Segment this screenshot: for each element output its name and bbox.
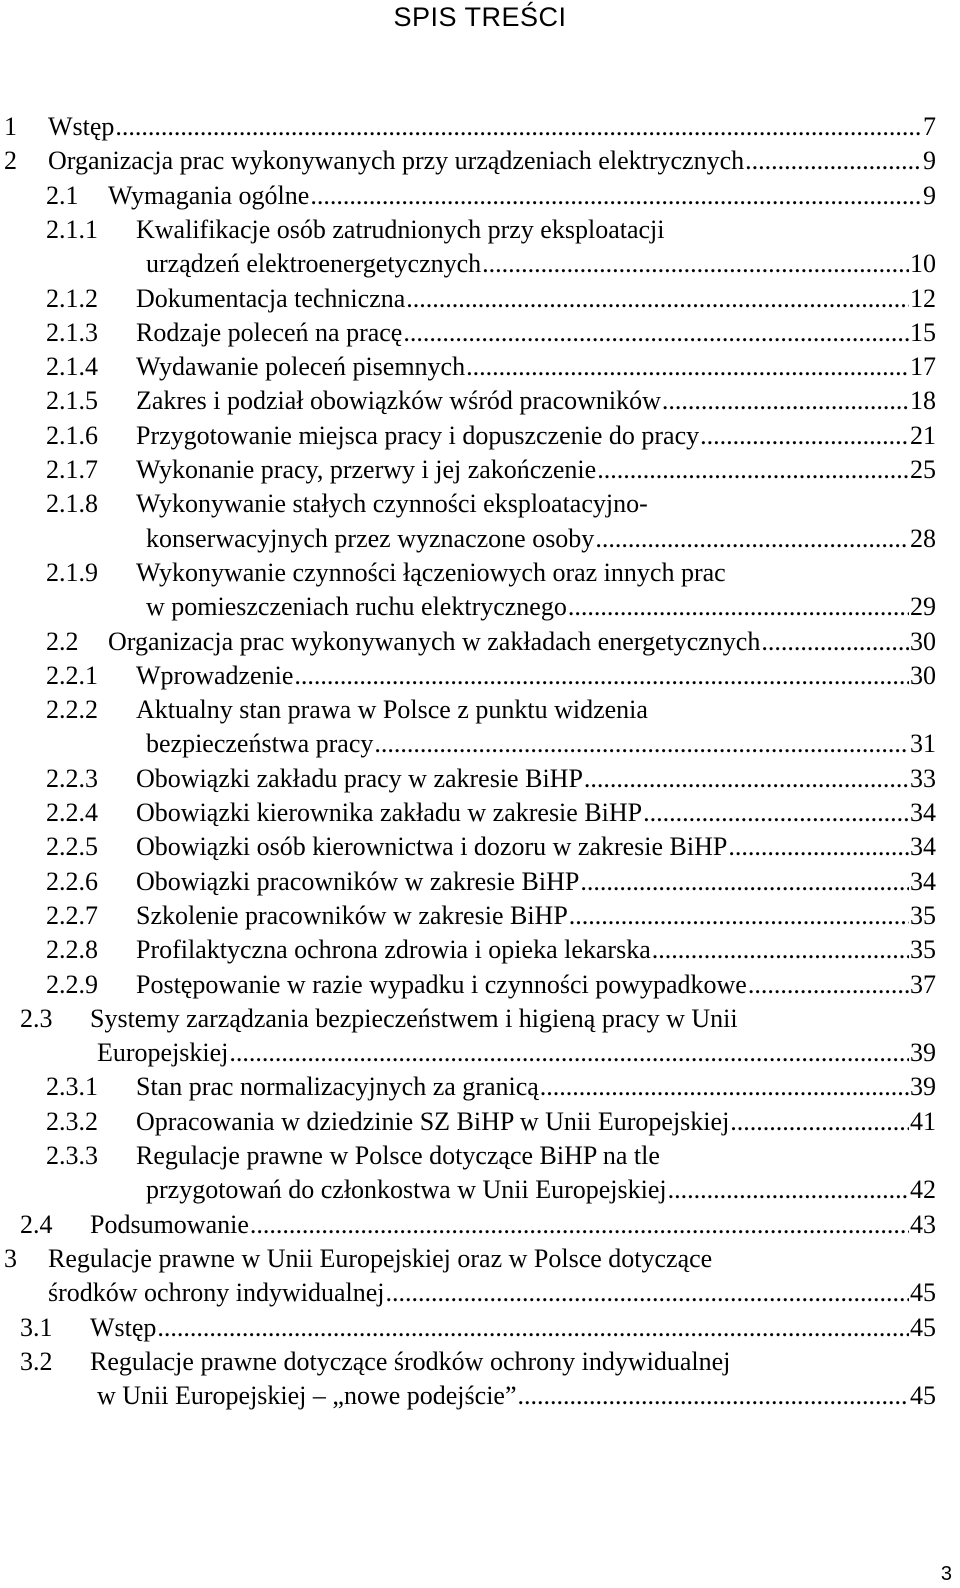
dot-leader bbox=[294, 661, 909, 691]
toc-entry-title: Wstęp bbox=[90, 1312, 157, 1342]
dot-leader bbox=[403, 318, 909, 348]
toc-entry-number: 2.1.7 bbox=[46, 455, 98, 484]
dot-leader bbox=[229, 1038, 909, 1068]
toc-entry-number: 2.2.9 bbox=[46, 969, 98, 999]
toc-entry[interactable] bbox=[0, 146, 960, 180]
toc-entry[interactable] bbox=[0, 661, 960, 695]
toc-entry-number: 2.1.4 bbox=[46, 352, 98, 382]
toc-entry[interactable] bbox=[0, 455, 960, 489]
toc-entry-page: 34 bbox=[910, 866, 936, 896]
dot-leader bbox=[662, 386, 909, 416]
toc-entry[interactable] bbox=[0, 489, 960, 558]
toc-entry-title: przygotowań do członkostwa w Unii Europejskiej bbox=[146, 1175, 667, 1205]
toc-entry[interactable] bbox=[0, 386, 960, 420]
toc-entry-number: 2.3.3 bbox=[46, 1141, 98, 1170]
toc-entry-number: 3 bbox=[4, 1243, 17, 1273]
toc-entry-title: w pomieszczeniach ruchu elektrycznego bbox=[146, 592, 567, 622]
toc-entry-title: Kwalifikacje osób zatrudnionych przy eksploatacji bbox=[136, 214, 665, 244]
toc-entry-page: 30 bbox=[910, 660, 936, 690]
toc-entry-number: 2.2.1 bbox=[46, 660, 98, 690]
toc-entry[interactable] bbox=[0, 284, 960, 318]
toc-entry-page: 9 bbox=[923, 180, 936, 210]
dot-leader bbox=[597, 455, 909, 485]
toc-entry[interactable] bbox=[0, 764, 960, 798]
dot-leader bbox=[466, 352, 909, 382]
toc-entry-page: 25 bbox=[910, 455, 936, 484]
dot-leader bbox=[728, 832, 909, 862]
toc-entry-number: 2.1.8 bbox=[46, 489, 98, 519]
toc-entry[interactable] bbox=[0, 1072, 960, 1106]
toc-entry-title: Stan prac normalizacyjnych za granicą bbox=[136, 1072, 539, 1102]
toc-entry-number: 2.2 bbox=[46, 626, 79, 656]
toc-entry-number: 2.2.4 bbox=[46, 798, 98, 827]
toc-entry[interactable] bbox=[0, 215, 960, 284]
toc-entry-page: 17 bbox=[910, 352, 936, 382]
toc-entry-title: Opracowania w dziedzinie SZ BiHP w Unii Europejskiej bbox=[136, 1106, 730, 1136]
toc-entry-page: 45 bbox=[910, 1312, 936, 1342]
toc-entry[interactable] bbox=[0, 558, 960, 627]
toc-entry-title: Podsumowanie bbox=[90, 1209, 249, 1239]
toc-entry[interactable] bbox=[0, 421, 960, 455]
toc-entry-page: 45 bbox=[910, 1278, 936, 1308]
dot-leader bbox=[406, 284, 909, 314]
toc-entry-number: 2.1.2 bbox=[46, 283, 98, 313]
toc-entry-title: Wydawanie poleceń pisemnych bbox=[136, 352, 466, 382]
dot-leader bbox=[652, 935, 909, 965]
dot-leader bbox=[386, 1278, 909, 1308]
toc-entry-page: 33 bbox=[910, 763, 936, 793]
toc-entry-title: konserwacyjnych przez wyznaczone osoby bbox=[146, 523, 595, 553]
toc-entry-number: 2.1.9 bbox=[46, 557, 98, 587]
toc-entry-title: Szkolenie pracowników w zakresie BiHP bbox=[136, 900, 568, 930]
toc-entry-page: 30 bbox=[910, 626, 936, 656]
toc-entry-title: Przygotowanie miejsca pracy i dopuszczenie do pracy bbox=[136, 420, 700, 450]
dot-leader bbox=[748, 970, 909, 1000]
toc-entry-title: Regulacje prawne dotyczące środków ochrony indywidualnej bbox=[90, 1346, 731, 1376]
toc-entry[interactable] bbox=[0, 1244, 960, 1313]
dot-leader bbox=[643, 798, 909, 828]
toc-entry-title: Organizacja prac wykonywanych przy urządzeniach elektrycznych bbox=[48, 146, 745, 176]
toc-entry-page: 12 bbox=[910, 283, 936, 313]
dot-leader bbox=[730, 1107, 909, 1137]
toc-entry[interactable] bbox=[0, 1107, 960, 1141]
toc-entry-number: 2.1.3 bbox=[46, 317, 98, 347]
toc-entry-page: 21 bbox=[910, 420, 936, 450]
toc-entry-title: Wykonywanie stałych czynności eksploatacyjno- bbox=[136, 489, 648, 519]
toc-entry-title: Europejskiej bbox=[97, 1038, 229, 1068]
dot-leader bbox=[482, 249, 909, 279]
toc-entry[interactable] bbox=[0, 627, 960, 661]
toc-entry-page: 39 bbox=[910, 1072, 936, 1102]
toc-entry-number: 2.1.6 bbox=[46, 420, 98, 450]
toc-entry[interactable] bbox=[0, 832, 960, 866]
toc-entry-page: 43 bbox=[910, 1209, 936, 1239]
dot-leader bbox=[569, 901, 909, 931]
toc-entry[interactable] bbox=[0, 901, 960, 935]
toc-entry-page: 28 bbox=[910, 523, 936, 553]
dot-leader bbox=[115, 112, 922, 142]
toc-entry[interactable] bbox=[0, 867, 960, 901]
toc-entry-page: 18 bbox=[910, 386, 936, 416]
toc-entry-number: 2.2.7 bbox=[46, 900, 98, 930]
toc-entry-title: Rodzaje poleceń na pracę bbox=[136, 317, 403, 347]
toc-entry-page: 9 bbox=[923, 146, 936, 176]
toc-entry-title: Wykonanie pracy, przerwy i jej zakończenie bbox=[136, 455, 597, 484]
toc-entry-number: 2 bbox=[4, 146, 17, 176]
dot-leader bbox=[700, 421, 909, 451]
toc-entry-title: Zakres i podział obowiązków wśród pracowników bbox=[136, 386, 661, 416]
dot-leader bbox=[568, 592, 909, 622]
toc-entry-number: 2.1.5 bbox=[46, 386, 98, 416]
toc-entry-title: bezpieczeństwa pracy bbox=[146, 729, 374, 759]
toc-entry[interactable] bbox=[0, 935, 960, 969]
toc-entry-title: Aktualny stan prawa w Polsce z punktu widzenia bbox=[136, 695, 648, 725]
toc-entry-title: Dokumentacja techniczna bbox=[136, 283, 406, 313]
dot-leader bbox=[250, 1210, 909, 1240]
toc-entry-title: Obowiązki kierownika zakładu w zakresie BiHP bbox=[136, 798, 643, 827]
toc-entry-title: Wprowadzenie bbox=[136, 660, 294, 690]
toc-entry[interactable] bbox=[0, 352, 960, 386]
toc-entry-number: 2.2.5 bbox=[46, 832, 98, 862]
toc-entry-page: 29 bbox=[910, 592, 936, 622]
toc-entry-page: 45 bbox=[910, 1381, 936, 1411]
dot-leader bbox=[580, 867, 909, 897]
toc-entry-page: 37 bbox=[910, 969, 936, 999]
dot-leader bbox=[595, 524, 909, 554]
toc-entry-number: 2.2.8 bbox=[46, 935, 98, 965]
dot-leader bbox=[374, 729, 909, 759]
toc-entry[interactable] bbox=[0, 798, 960, 832]
toc-entry-title: Wykonywanie czynności łączeniowych oraz innych prac bbox=[136, 557, 726, 587]
toc-entry[interactable] bbox=[0, 112, 960, 146]
toc-entry[interactable] bbox=[0, 1004, 960, 1073]
dot-leader bbox=[668, 1175, 909, 1205]
toc-entry-page: 10 bbox=[910, 249, 936, 279]
toc-entry[interactable] bbox=[0, 1210, 960, 1244]
toc-entry[interactable] bbox=[0, 1347, 960, 1416]
toc-entry-title: Wymagania ogólne bbox=[108, 180, 310, 210]
dot-leader bbox=[761, 627, 909, 657]
toc-entry-page: 35 bbox=[910, 900, 936, 930]
toc-entry[interactable] bbox=[0, 1313, 960, 1347]
toc-entry-title: Obowiązki pracowników w zakresie BiHP bbox=[136, 866, 580, 896]
toc-entry-page: 35 bbox=[910, 935, 936, 965]
toc-entry-page: 39 bbox=[910, 1038, 936, 1068]
toc-entry-page: 41 bbox=[910, 1106, 936, 1136]
page-title: SPIS TREŚCI bbox=[393, 2, 567, 32]
toc-entry[interactable] bbox=[0, 1141, 960, 1210]
toc-entry-title: Obowiązki osób kierownictwa i dozoru w zakresie BiHP bbox=[136, 832, 728, 862]
toc-entry-number: 2.1 bbox=[46, 180, 79, 210]
toc-entry-title: urządzeń elektroenergetycznych bbox=[146, 249, 482, 279]
toc-entry-page: 34 bbox=[910, 798, 936, 827]
toc-entry-number: 2.3.1 bbox=[46, 1072, 98, 1102]
toc-entry-page: 7 bbox=[923, 112, 936, 141]
toc-entry-title: w Unii Europejskiej – „nowe podejście” bbox=[97, 1381, 517, 1411]
toc-entry-page: 15 bbox=[910, 317, 936, 347]
toc-entry[interactable] bbox=[0, 970, 960, 1004]
dot-leader bbox=[540, 1072, 909, 1102]
dot-leader bbox=[157, 1313, 909, 1343]
dot-leader bbox=[745, 146, 922, 176]
toc-entry-title: Profilaktyczna ochrona zdrowia i opieka lekarska bbox=[136, 935, 651, 965]
dot-leader bbox=[584, 764, 909, 794]
toc-entry-number: 1 bbox=[4, 112, 17, 141]
dot-leader bbox=[310, 181, 922, 211]
toc-entry-number: 2.3.2 bbox=[46, 1106, 98, 1136]
toc-entry-title: Regulacje prawne w Unii Europejskiej oraz w Polsce dotyczące bbox=[48, 1243, 713, 1273]
toc-entry-page: 42 bbox=[910, 1175, 936, 1205]
toc-entry-title: Wstęp bbox=[48, 112, 115, 141]
toc-entry-title: Obowiązki zakładu pracy w zakresie BiHP bbox=[136, 763, 583, 793]
toc-entry-number: 2.3 bbox=[20, 1003, 53, 1033]
toc-entry-number: 2.2.2 bbox=[46, 695, 98, 725]
toc-entry-title: środków ochrony indywidualnej bbox=[48, 1278, 385, 1308]
toc-entry[interactable] bbox=[0, 181, 960, 215]
toc-entry-number: 2.2.3 bbox=[46, 763, 98, 793]
toc-entry-number: 3.2 bbox=[20, 1346, 53, 1376]
toc-entry-number: 2.1.1 bbox=[46, 214, 98, 244]
toc-entry-page: 31 bbox=[910, 729, 936, 759]
toc-entry-page: 34 bbox=[910, 832, 936, 862]
toc-entry[interactable] bbox=[0, 318, 960, 352]
dot-leader bbox=[518, 1381, 910, 1411]
page-number: 3 bbox=[940, 1563, 952, 1585]
toc-entry-title: Organizacja prac wykonywanych w zakładach energetycznych bbox=[108, 626, 761, 656]
toc-entry-number: 3.1 bbox=[20, 1312, 53, 1342]
toc-entry-number: 2.4 bbox=[20, 1209, 53, 1239]
toc-entry-number: 2.2.6 bbox=[46, 866, 98, 896]
toc-entry-title: Systemy zarządzania bezpieczeństwem i higieną pracy w Unii bbox=[90, 1003, 738, 1033]
toc-entry-title: Postępowanie w razie wypadku i czynności powypadkowe bbox=[136, 969, 747, 999]
toc-entry-title: Regulacje prawne w Polsce dotyczące BiHP na tle bbox=[136, 1141, 660, 1170]
toc-entry[interactable] bbox=[0, 695, 960, 764]
